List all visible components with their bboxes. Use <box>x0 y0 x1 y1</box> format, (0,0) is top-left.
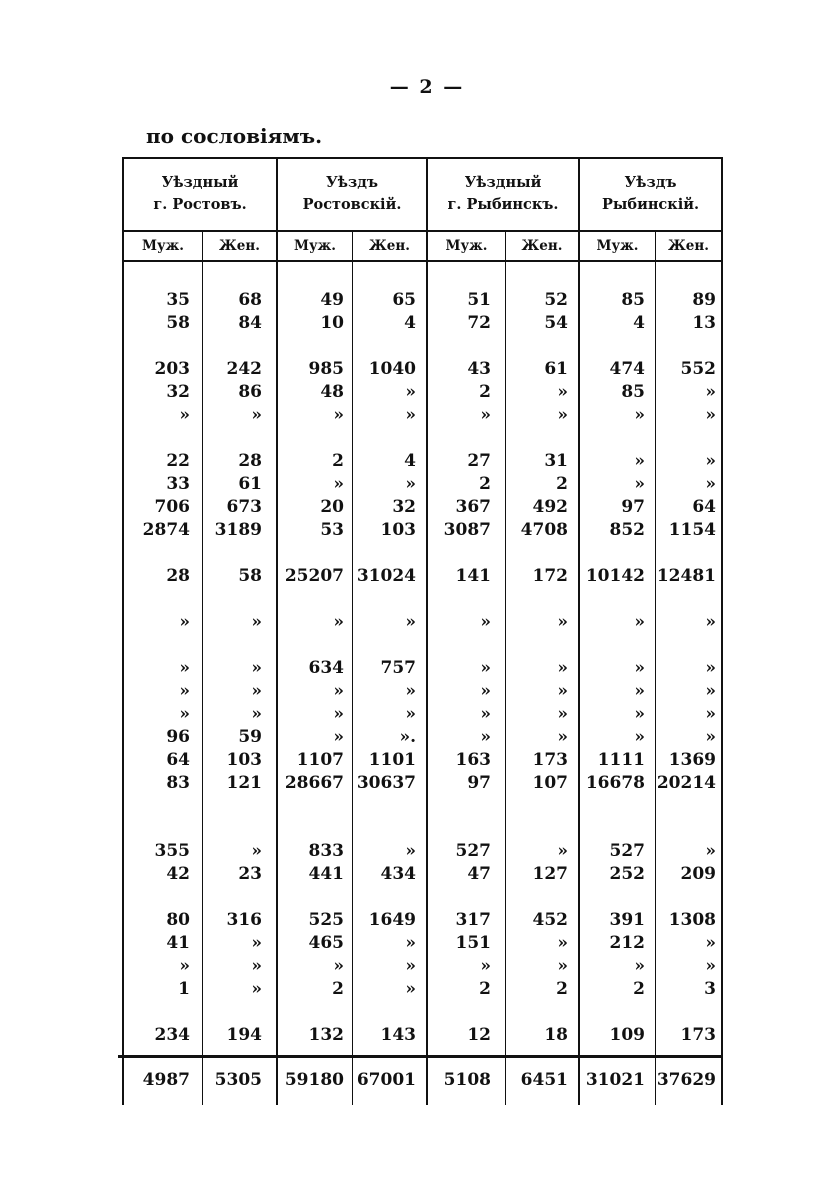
subheader-female: Жен. <box>521 238 563 254</box>
table-right-rule <box>721 157 723 1105</box>
table-cell: 84 <box>238 313 262 333</box>
table-cell: » <box>480 658 491 678</box>
table-cell: 61 <box>238 474 262 494</box>
district-header-line1: Уѣздъ <box>325 174 378 191</box>
table-cell: 43 <box>467 359 491 379</box>
table-cell: » <box>405 933 416 953</box>
table-cell: 16678 <box>585 773 645 793</box>
table-cell: 203 <box>154 359 190 379</box>
table-cell: » <box>251 612 262 632</box>
table-cell: 20214 <box>656 773 716 793</box>
table-cell: 35 <box>166 290 190 310</box>
table-cell: » <box>705 727 716 747</box>
table-cell: 32 <box>392 497 416 517</box>
subheader-male: Муж. <box>596 238 639 254</box>
table-cell: » <box>405 704 416 724</box>
totals-rule <box>118 1055 723 1058</box>
table-cell: 985 <box>308 359 344 379</box>
table-top-rule <box>122 157 722 159</box>
total-cell: 4987 <box>142 1070 190 1090</box>
table-cell: » <box>705 658 716 678</box>
table-cell: 85 <box>621 290 645 310</box>
table-cell: 2 <box>479 979 491 999</box>
table-cell: » <box>179 612 190 632</box>
district-header-line2: г. Рыбинскъ. <box>447 196 559 213</box>
table-cell: 527 <box>609 841 645 861</box>
table-cell: » <box>557 612 568 632</box>
district-header-line1: Уѣздъ <box>624 174 677 191</box>
table-cell: 2 <box>332 451 344 471</box>
table-cell: » <box>480 956 491 976</box>
table-cell: » <box>333 474 344 494</box>
table-cell: 109 <box>609 1025 645 1045</box>
subheader-male: Муж. <box>294 238 336 254</box>
table-cell: 173 <box>532 750 568 770</box>
table-cell: » <box>480 405 491 425</box>
table-cell: 27 <box>467 451 491 471</box>
table-cell: » <box>557 681 568 701</box>
subheader-rule <box>122 260 722 262</box>
table-cell: 1154 <box>668 520 716 540</box>
table-cell: » <box>333 704 344 724</box>
table-cell: 58 <box>166 313 190 333</box>
subheader-female: Жен. <box>369 238 410 254</box>
district-header-line2: Ростовскій. <box>302 196 402 213</box>
table-cell: » <box>251 658 262 678</box>
table-cell: » <box>634 681 645 701</box>
table-cell: 194 <box>226 1025 262 1045</box>
table-cell: 3 <box>704 979 716 999</box>
table-cell: » <box>480 727 491 747</box>
table-cell: 31024 <box>356 566 416 586</box>
table-cell: 527 <box>455 841 491 861</box>
table-cell: 64 <box>166 750 190 770</box>
table-cell: 83 <box>166 773 190 793</box>
table-cell: 64 <box>692 497 716 517</box>
table-cell: » <box>705 841 716 861</box>
table-cell: » <box>705 474 716 494</box>
table-cell: » <box>705 704 716 724</box>
table-cell: 10 <box>320 313 344 333</box>
district-header-line1: Уѣздный <box>464 174 542 191</box>
table-cell: 525 <box>308 910 344 930</box>
table-cell: 61 <box>544 359 568 379</box>
table-cell: » <box>557 933 568 953</box>
table-cell: 1308 <box>668 910 716 930</box>
table-cell: 132 <box>308 1025 344 1045</box>
table-cell: 2 <box>556 474 568 494</box>
table-cell: 367 <box>455 497 491 517</box>
table-cell: 673 <box>226 497 262 517</box>
table-cell: 121 <box>226 773 262 793</box>
total-cell: 6451 <box>520 1070 568 1090</box>
district-header-line2: г. Ростовъ. <box>153 196 247 213</box>
table-cell: 12 <box>467 1025 491 1045</box>
table-cell: » <box>179 956 190 976</box>
table-cell: 33 <box>166 474 190 494</box>
table-cell: 96 <box>166 727 190 747</box>
table-cell: 51 <box>467 290 491 310</box>
table-cell: » <box>251 681 262 701</box>
table-cell: 86 <box>238 382 262 402</box>
table-cell: » <box>634 474 645 494</box>
page-number: — 2 — <box>389 76 465 98</box>
table-cell: 2 <box>479 382 491 402</box>
table-cell: » <box>634 658 645 678</box>
district-header <box>428 172 578 216</box>
table-cell: 1111 <box>597 750 645 770</box>
table-cell: » <box>333 956 344 976</box>
table-cell: » <box>557 658 568 678</box>
subheader-male: Муж. <box>445 238 488 254</box>
table-cell: 47 <box>467 864 491 884</box>
section-heading: по сословіямъ. <box>146 124 323 148</box>
table-cell: 65 <box>392 290 416 310</box>
table-cell: 474 <box>609 359 645 379</box>
table-cell: 465 <box>308 933 344 953</box>
total-cell: 37629 <box>656 1070 716 1090</box>
table-cell: » <box>251 956 262 976</box>
total-cell: 67001 <box>356 1070 416 1090</box>
total-cell: 5108 <box>443 1070 491 1090</box>
table-cell: 234 <box>154 1025 190 1045</box>
table-cell: 107 <box>532 773 568 793</box>
table-cell: 172 <box>532 566 568 586</box>
table-cell: 1101 <box>368 750 416 770</box>
table-cell: » <box>634 451 645 471</box>
table-cell: » <box>405 956 416 976</box>
subheader-female: Жен. <box>219 238 260 254</box>
table-cell: » <box>251 704 262 724</box>
table-cell: 634 <box>308 658 344 678</box>
subheader-female: Жен. <box>668 238 709 254</box>
table-cell: 97 <box>467 773 491 793</box>
table-cell: » <box>179 704 190 724</box>
table-cell: » <box>634 612 645 632</box>
table-cell: » <box>634 405 645 425</box>
table-cell: 23 <box>238 864 262 884</box>
table-cell: 89 <box>692 290 716 310</box>
table-cell: » <box>705 382 716 402</box>
district-header-line1: Уѣздный <box>161 174 239 191</box>
table-cell: 143 <box>380 1025 416 1045</box>
table-cell: » <box>405 405 416 425</box>
table-cell: » <box>557 956 568 976</box>
table-cell: 434 <box>380 864 416 884</box>
table-cell: 2 <box>556 979 568 999</box>
table-cell: 10142 <box>585 566 645 586</box>
table-cell: » <box>405 382 416 402</box>
table-cell: 12481 <box>656 566 716 586</box>
table-cell: 317 <box>455 910 491 930</box>
table-cell: 852 <box>609 520 645 540</box>
table-cell: 252 <box>609 864 645 884</box>
table-cell: 2 <box>479 474 491 494</box>
table-cell: 3189 <box>214 520 262 540</box>
table-cell: 28667 <box>284 773 344 793</box>
table-cell: 20 <box>320 497 344 517</box>
table-cell: 28 <box>166 566 190 586</box>
table-cell: 22 <box>166 451 190 471</box>
table-cell: 103 <box>226 750 262 770</box>
table-cell: » <box>557 405 568 425</box>
table-cell: 552 <box>680 359 716 379</box>
table-cell: 1107 <box>296 750 344 770</box>
total-cell: 31021 <box>585 1070 645 1090</box>
table-cell: 1040 <box>368 359 416 379</box>
table-cell: 72 <box>467 313 491 333</box>
table-cell: 68 <box>238 290 262 310</box>
table-cell: 4 <box>404 451 416 471</box>
table-cell: 30637 <box>356 773 416 793</box>
table-cell: » <box>480 704 491 724</box>
table-cell: 3087 <box>443 520 491 540</box>
table-cell: 49 <box>320 290 344 310</box>
table-cell: » <box>333 612 344 632</box>
table-cell: 58 <box>238 566 262 586</box>
table-cell: 706 <box>154 497 190 517</box>
total-cell: 59180 <box>284 1070 344 1090</box>
table-cell: 1 <box>178 979 190 999</box>
table-cell: » <box>405 979 416 999</box>
table-cell: » <box>634 727 645 747</box>
table-cell: » <box>405 612 416 632</box>
table-cell: 355 <box>154 841 190 861</box>
table-cell: 2 <box>633 979 645 999</box>
table-cell: 42 <box>166 864 190 884</box>
table-cell: 25207 <box>284 566 344 586</box>
table-cell: » <box>480 681 491 701</box>
table-cell: » <box>179 681 190 701</box>
table-cell: » <box>557 704 568 724</box>
table-cell: 173 <box>680 1025 716 1045</box>
table-cell: 53 <box>320 520 344 540</box>
table-cell: 1369 <box>668 750 716 770</box>
table-cell: 163 <box>455 750 491 770</box>
table-cell: » <box>705 933 716 953</box>
table-cell: 4708 <box>520 520 568 540</box>
table-cell: » <box>251 933 262 953</box>
table-cell: 452 <box>532 910 568 930</box>
table-cell: » <box>480 612 491 632</box>
table-cell: » <box>179 405 190 425</box>
table-cell: 59 <box>238 727 262 747</box>
table-cell: ». <box>399 727 416 747</box>
table-cell: » <box>251 979 262 999</box>
table-cell: 4 <box>633 313 645 333</box>
table-cell: 1649 <box>368 910 416 930</box>
table-cell: » <box>557 382 568 402</box>
district-header <box>580 172 721 216</box>
table-cell: » <box>634 956 645 976</box>
table-cell: 316 <box>226 910 262 930</box>
table-cell: » <box>705 451 716 471</box>
table-cell: » <box>705 612 716 632</box>
table-cell: 31 <box>544 451 568 471</box>
table-cell: 242 <box>226 359 262 379</box>
table-cell: 2 <box>332 979 344 999</box>
table-cell: » <box>705 405 716 425</box>
table-cell: 833 <box>308 841 344 861</box>
table-cell: » <box>705 681 716 701</box>
district-header <box>124 172 276 216</box>
table-cell: 80 <box>166 910 190 930</box>
district-header-line2: Рыбинскій. <box>601 196 700 213</box>
table-cell: » <box>634 704 645 724</box>
table-cell: 212 <box>609 933 645 953</box>
table-cell: 2874 <box>142 520 190 540</box>
table-cell: » <box>333 727 344 747</box>
table-cell: » <box>251 405 262 425</box>
table-cell: 127 <box>532 864 568 884</box>
header-rule <box>122 230 722 232</box>
table-cell: 18 <box>544 1025 568 1045</box>
table-cell: » <box>557 841 568 861</box>
subheader-male: Муж. <box>142 238 184 254</box>
table-cell: 209 <box>680 864 716 884</box>
table-cell: 151 <box>455 933 491 953</box>
table-cell: » <box>251 841 262 861</box>
table-cell: 391 <box>609 910 645 930</box>
table-cell: » <box>333 405 344 425</box>
table-cell: » <box>405 474 416 494</box>
table-cell: 32 <box>166 382 190 402</box>
table-cell: 103 <box>380 520 416 540</box>
table-cell: » <box>557 727 568 747</box>
table-cell: 97 <box>621 497 645 517</box>
table-cell: » <box>405 841 416 861</box>
table-cell: 4 <box>404 313 416 333</box>
table-cell: 85 <box>621 382 645 402</box>
district-header <box>278 172 426 216</box>
table-cell: 28 <box>238 451 262 471</box>
table-cell: 492 <box>532 497 568 517</box>
table-cell: » <box>405 681 416 701</box>
total-cell: 5305 <box>214 1070 262 1090</box>
table-cell: 13 <box>692 313 716 333</box>
table-cell: » <box>333 681 344 701</box>
table-cell: 757 <box>380 658 416 678</box>
table-cell: 48 <box>320 382 344 402</box>
table-cell: 41 <box>166 933 190 953</box>
table-cell: 441 <box>308 864 344 884</box>
table-cell: 141 <box>455 566 491 586</box>
table-cell: » <box>179 658 190 678</box>
table-cell: 52 <box>544 290 568 310</box>
table-cell: » <box>705 956 716 976</box>
table-cell: 54 <box>544 313 568 333</box>
